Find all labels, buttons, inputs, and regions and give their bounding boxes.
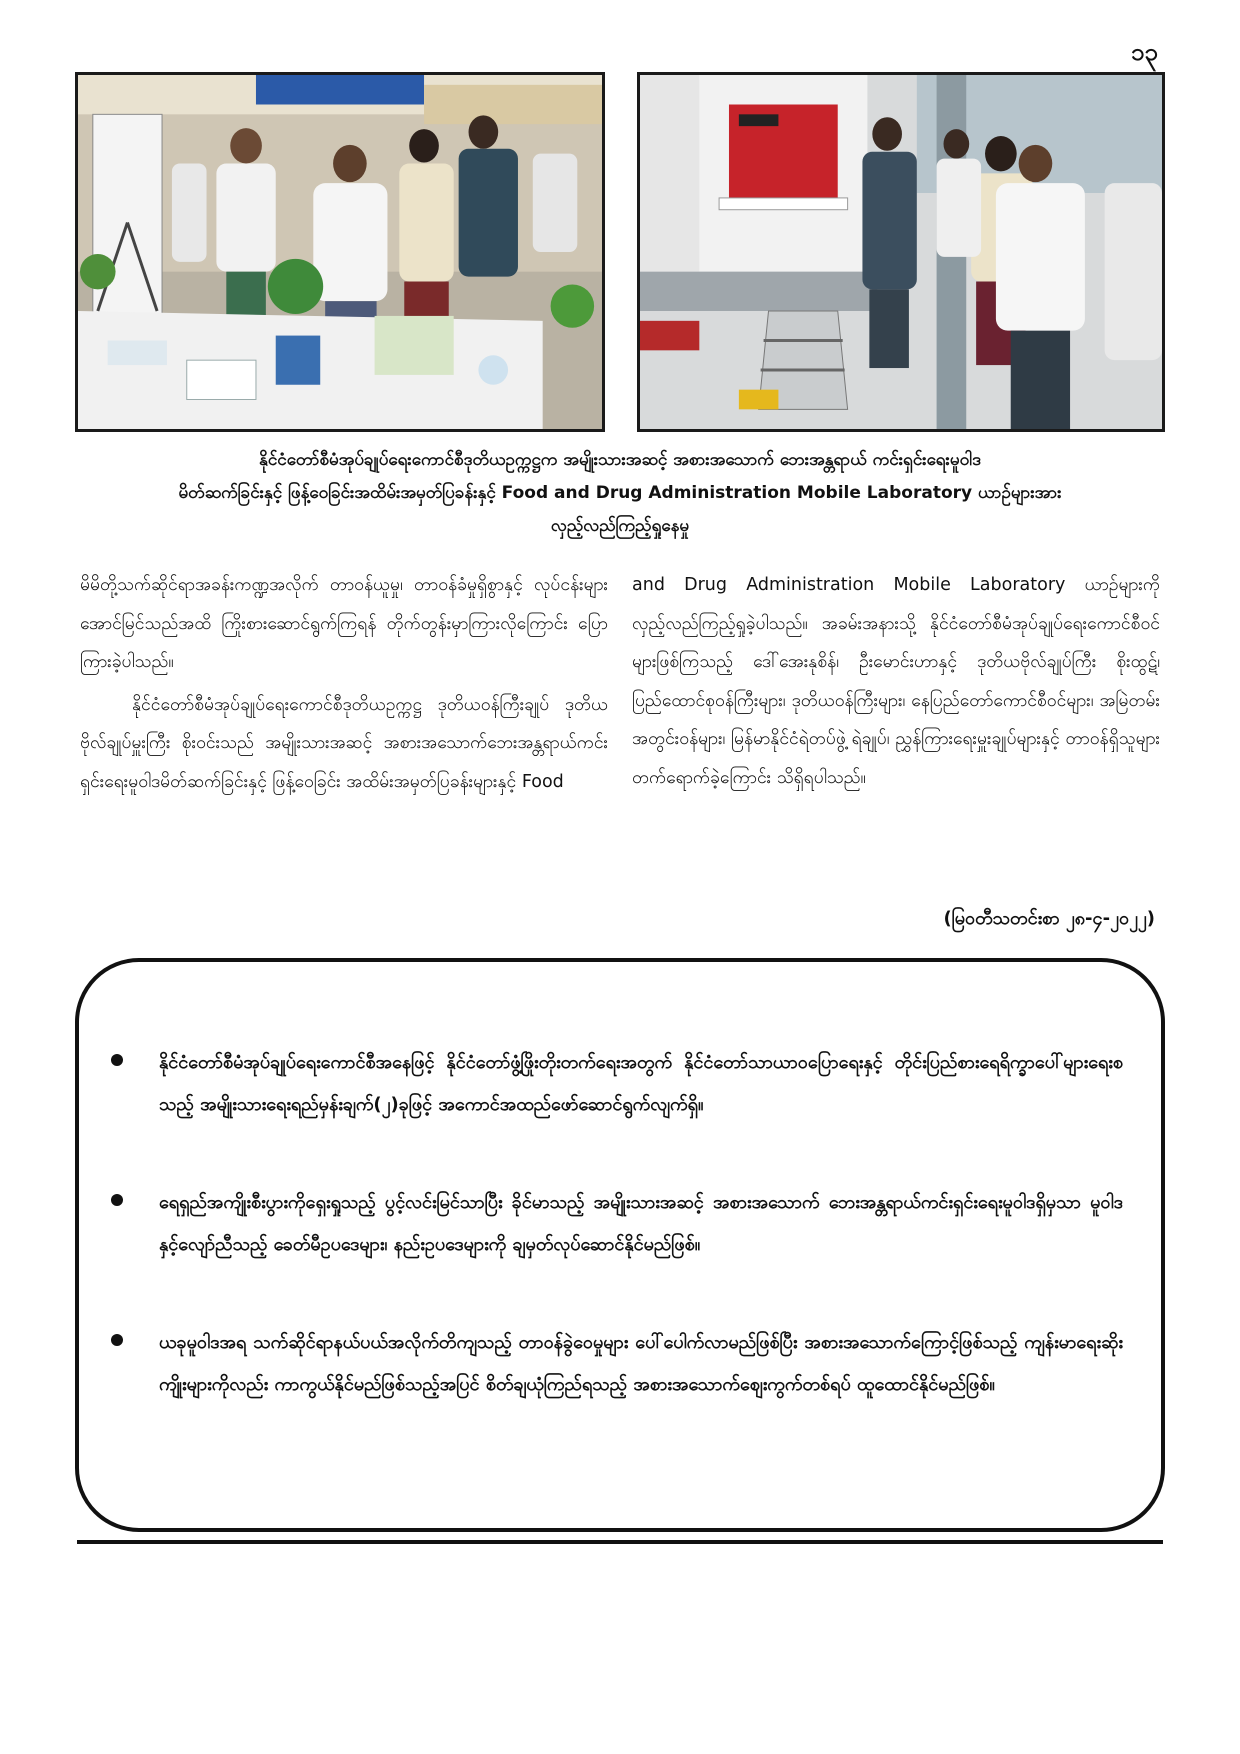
photo-caption: [80, 444, 1160, 543]
mobile-laboratory-photo-illustration: [640, 75, 1162, 429]
exhibition-photo: [75, 72, 605, 432]
highlight-text: နိုင်ငံတော်စီမံအုပ်ချုပ်ရေးကောင်စီအနေဖြင့် နိုင်ငံတော်ဖွံ့ဖြိုးတိုးတက်ရေးအတွက် နိုင်ငံတော်သာယာဝပြောရေးနှင့် တိုင်းပြည်စားရေရိက္ခာပေါ်များရေးစသည့် အမျိုးသားရေးရည်မှန်းချက်(၂)ခုဖြင့် အကောင်အထည်ဖော်ဆောင်ရွက်လျက်ရှိ။: [159, 1052, 1123, 1115]
article-column-right: [632, 566, 1160, 797]
highlight-item: [111, 1042, 1123, 1126]
exhibition-photo-illustration: [78, 75, 602, 429]
caption-line-3: လှည့်လည်ကြည့်ရှုနေမှု: [550, 516, 690, 536]
article-paragraph: and Drug Administration Mobile Laboratory ယာဉ်များကို လှည့်လည်ကြည့်ရှုခဲ့ပါသည်။ အခမ်းအနားသို့ နိုင်ငံတော်စီမံအုပ်ချုပ်ရေးကောင်စီဝင်များဖြစ်ကြသည့် ဒေါ်အေးနုစိန်၊ ဦးမောင်းဟာနှင့် ဒုတိယဗိုလ်ချုပ်ကြီး စိုးထွဋ်၊ ပြည်ထောင်စုဝန်ကြီးများ၊ ဒုတိယဝန်ကြီးများ၊ နေပြည်တော်ကောင်စီဝင်များ၊ အမြဲတမ်းအတွင်းဝန်များ၊ မြန်မာနိုင်ငံရဲတပ်ဖွဲ့ ရဲချုပ်၊ ညွှန်ကြားရေးမှူးချုပ်များနှင့် တာဝန်ရှိသူများ တက်ရောက်ခဲ့ကြောင်း သိရှိရပါသည်။: [632, 575, 1160, 788]
article-paragraph: နိုင်ငံတော်စီမံအုပ်ချုပ်ရေးကောင်စီဒုတိယဥက္ကဋ္ဌ ဒုတိယဝန်ကြီးချုပ် ဒုတိယဗိုလ်ချုပ်မှူးကြီး စိုးဝင်းသည် အမျိုးသားအဆင့် အစားအသောက်ဘေးအန္တရာယ်ကင်းရှင်းရေးမူဝါဒမိတ်ဆက်ခြင်းနှင့် ဖြန့်ဝေခြင်း အထိမ်းအမှတ်ပြခန်းများနှင့် Food: [80, 694, 608, 792]
bottom-divider: [77, 1540, 1163, 1544]
page-number: ၁၃: [1131, 38, 1158, 66]
mobile-laboratory-photo: [637, 72, 1165, 432]
caption-line-1: နိုင်ငံတော်စီမံအုပ်ချုပ်ရေးကောင်စီဒုတိယဥက္ကဋ္ဌက အမျိုးသားအဆင့် အစားအသောက် ဘေးအန္တရာယ် ကင်းရှင်းရေးမူဝါဒ: [259, 450, 981, 470]
bullet-icon: [111, 1194, 123, 1206]
highlight-text: ရေရှည်အကျိုးစီးပွားကိုရှေးရှုသည့် ပွင့်လင်းမြင်သာပြီး ခိုင်မာသည့် အမျိုးသားအဆင့် အစားအသောက် ဘေးအန္တရာယ်ကင်းရှင်းရေးမူဝါဒရှိမှသာ မူဝါဒနှင့်လျော်ညီသည့် ခေတ်မီဥပဒေများ၊ နည်းဥပဒေများကို ချမှတ်လုပ်ဆောင်နိုင်မည်ဖြစ်။: [159, 1192, 1123, 1255]
highlight-text: ယခုမူဝါဒအရ သက်ဆိုင်ရာနယ်ပယ်အလိုက်တိကျသည့် တာဝန်ခွဲဝေမှုများ ပေါ်ပေါက်လာမည်ဖြစ်ပြီး အစားအသောက်ကြောင့်ဖြစ်သည့် ကျန်းမာရေးဆိုးကျိုးများကိုလည်း ကာကွယ်နိုင်မည်ဖြစ်သည့်အပြင် စိတ်ချယုံကြည်ရသည့် အစားအသောက်စျေးကွက်တစ်ရပ် ထူထောင်နိုင်မည်ဖြစ်။: [159, 1332, 1123, 1395]
highlight-item: [111, 1182, 1123, 1266]
bullet-icon: [111, 1054, 123, 1066]
article-paragraph: မိမိတို့သက်ဆိုင်ရာအခန်းကဏ္ဍအလိုက် တာဝန်ယူမှု၊ တာဝန်ခံမှုရှိစွာနှင့် လုပ်ငန်းများအောင်မြင်သည်အထိ ကြိုးစားဆောင်ရွက်ကြရန် တိုက်တွန်းမှာကြားလိုကြောင်း ပြောကြားခဲ့ပါသည်။: [80, 575, 608, 672]
highlight-box: [75, 958, 1165, 1532]
caption-line-2: မိတ်ဆက်ခြင်းနှင့် ဖြန့်ဝေခြင်းအထိမ်းအမှတ်ပြခန်းနှင့် Food and Drug Administration Mobile Laboratory ယာဉ်များအား: [178, 483, 1062, 503]
highlight-item: [111, 1322, 1123, 1406]
article-column-left: [80, 566, 608, 801]
news-source: (မြဝတီသတင်းစာ ၂၈-၄-၂၀၂၂): [943, 908, 1155, 929]
bullet-icon: [111, 1334, 123, 1346]
